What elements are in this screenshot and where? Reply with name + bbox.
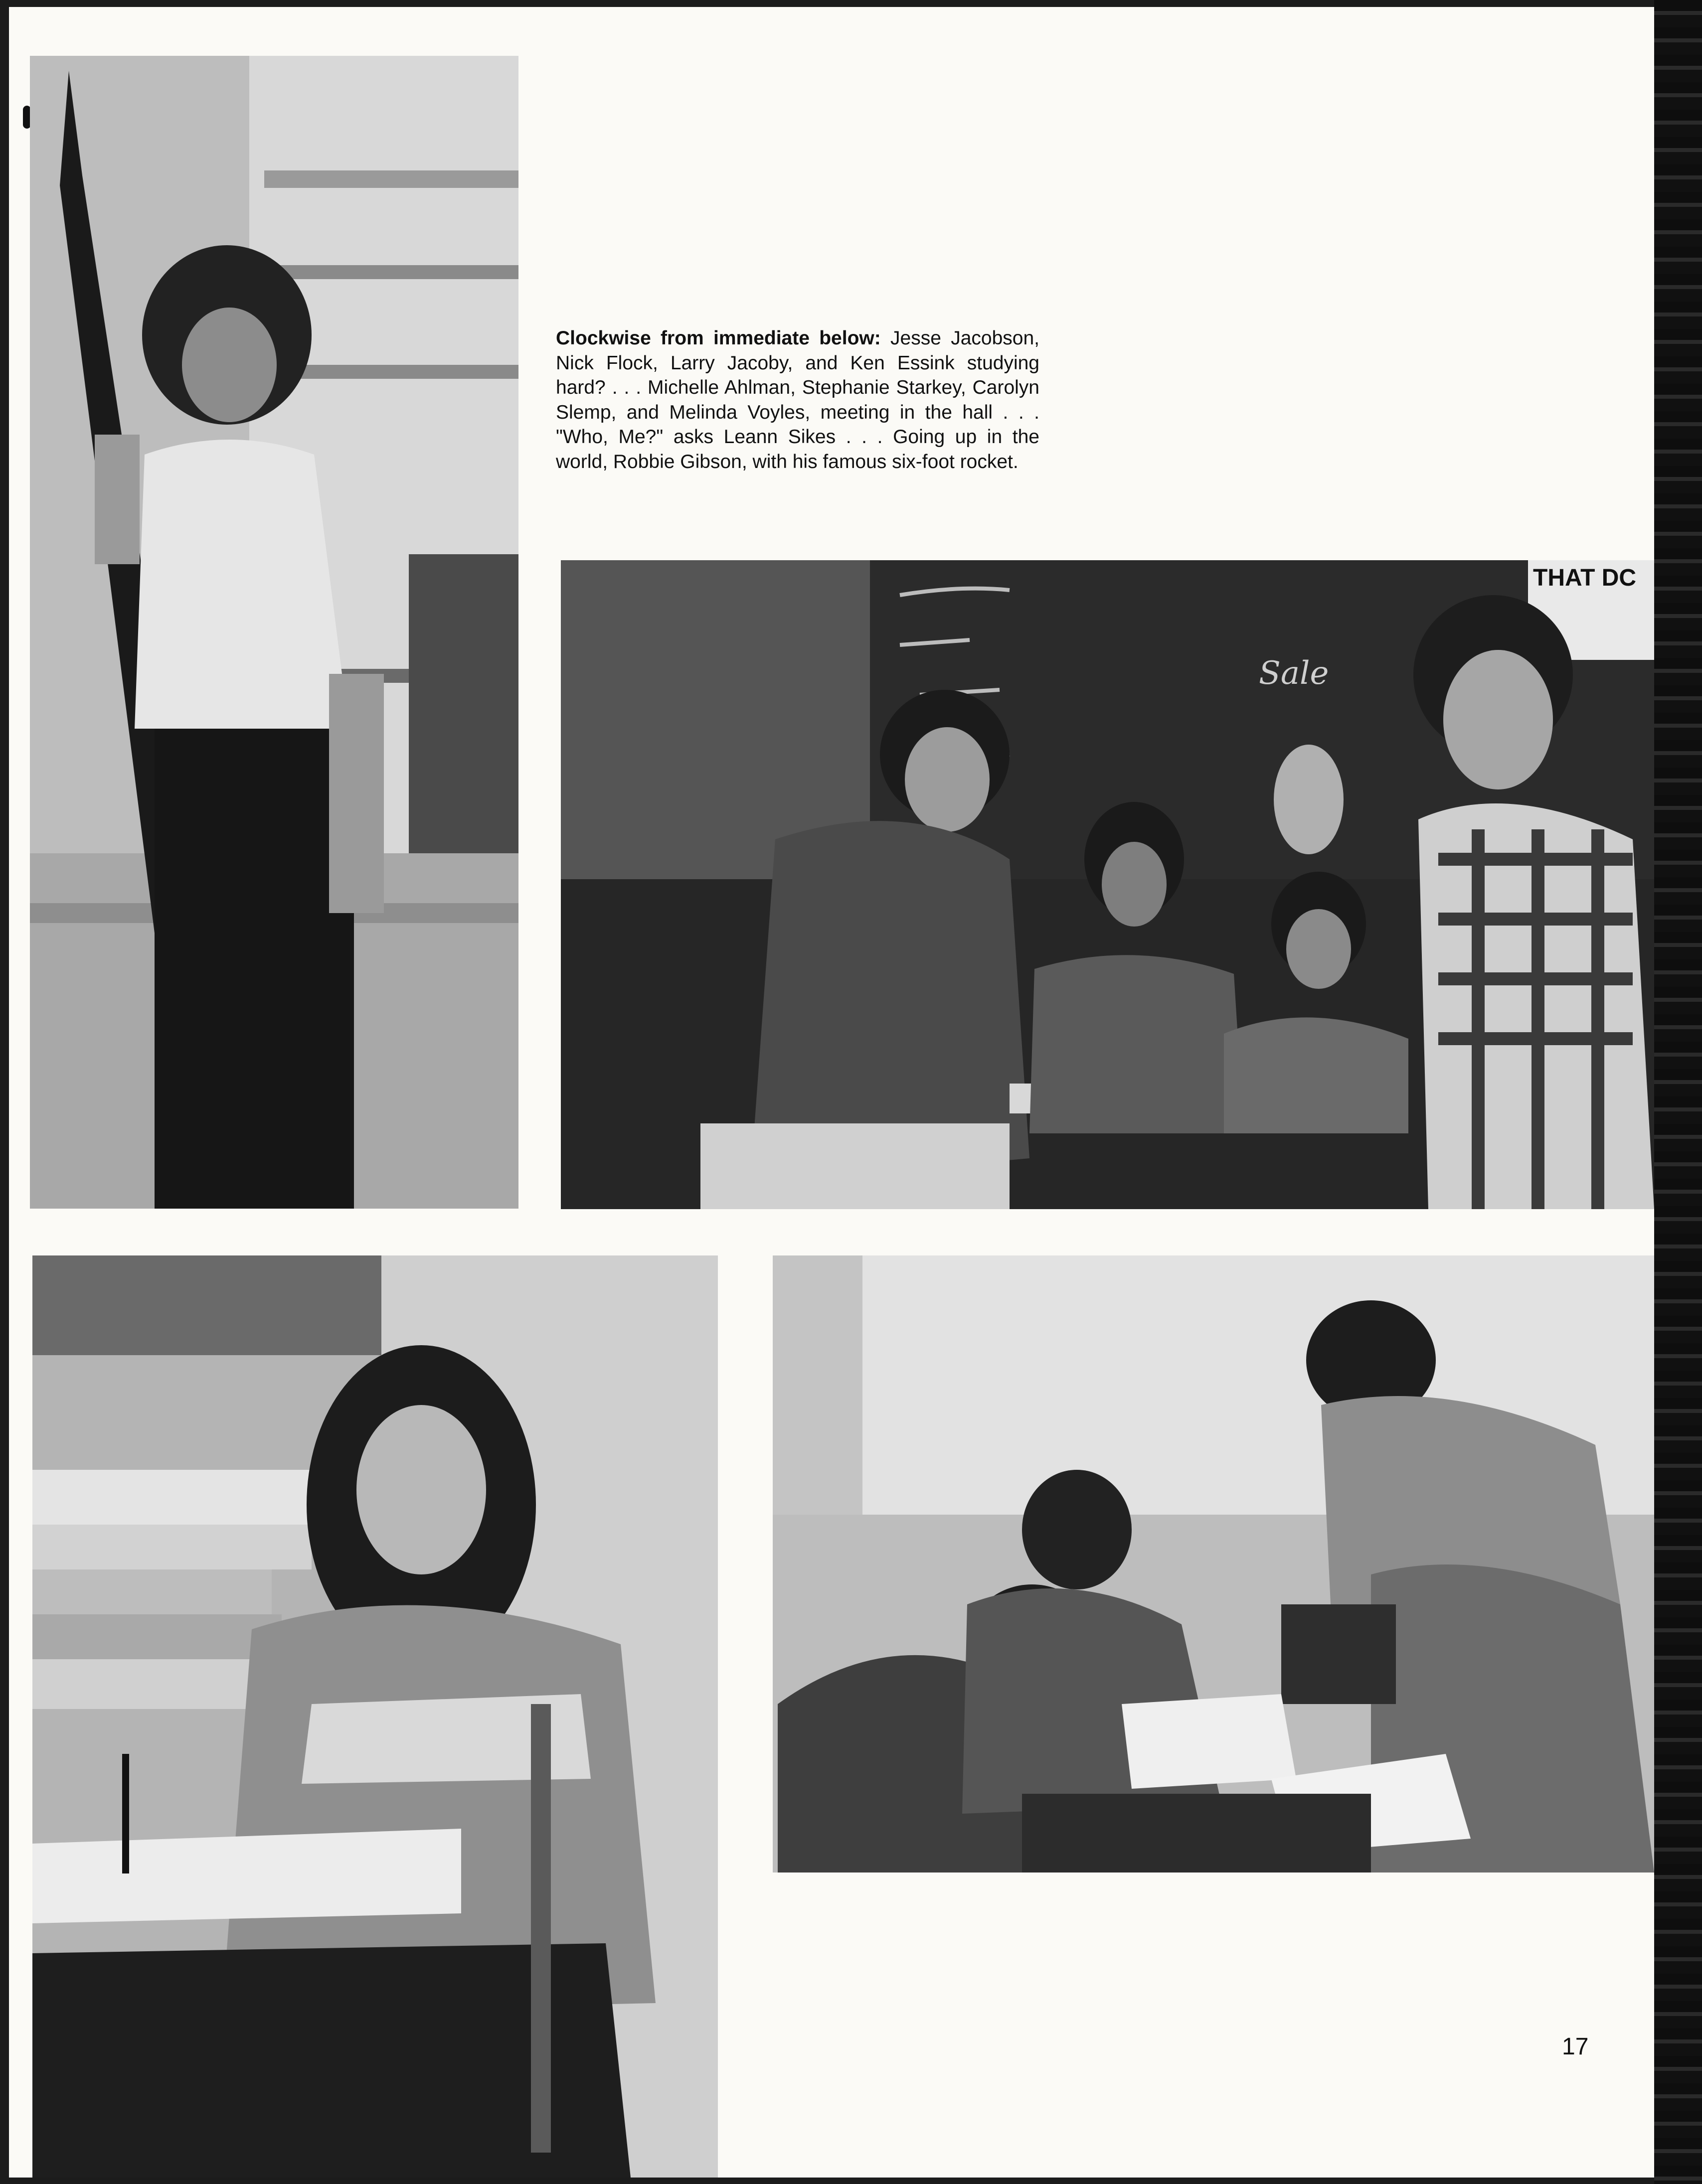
photo-rocket	[30, 56, 518, 1209]
photo-desk	[32, 1255, 718, 2178]
chalk-text: Sale	[1259, 655, 1329, 692]
caption-lead: Clockwise from immediate below:	[556, 327, 881, 349]
photo-chalkboard	[561, 560, 1654, 1209]
photo-caption	[556, 326, 1039, 474]
caption-body: Jesse Jacobson, Nick Flock, Larry Jacoby, and Ken Essink studying hard? . . . Michelle Ahlman, Stephanie Starkey, Carolyn Slemp, and Melinda Voyles, meeting in the hall . . . "Who, Me?" asks Leann Sikes . . . Going up in the world, Robbie Gibson, with his famous six-foot rocket.	[556, 327, 1040, 472]
poster-text: THAT DC	[1533, 565, 1637, 591]
photo-hallway	[773, 1255, 1654, 1872]
page-number: 17	[1562, 2033, 1589, 2060]
binding-edge	[1654, 0, 1702, 2184]
yearbook-page	[9, 7, 1654, 2178]
